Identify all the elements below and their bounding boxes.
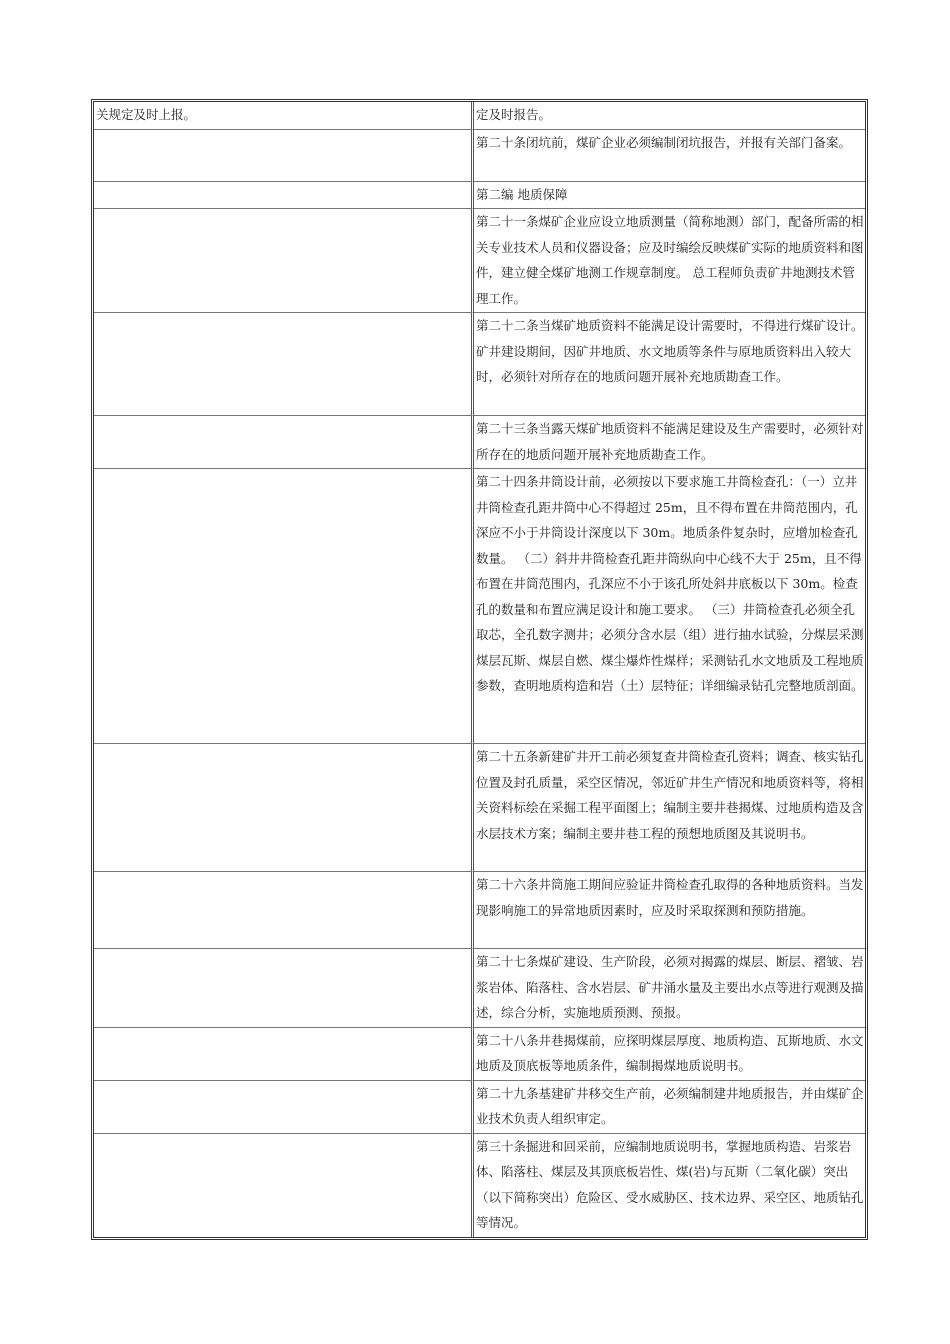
left-cell (94, 416, 474, 469)
right-cell-text: 定及时报告。 (476, 107, 552, 122)
right-cell (474, 1028, 865, 1081)
right-cell-text: 第三十条掘进和回采前，应编制地质说明书，掌握地质构造、岩浆岩体、陷落柱、煤层及其顶底板岩性、煤(岩)与瓦斯（二氧化碳）突出（以下简称突出）危险区、受水威胁区、技术边界、采空区、地质钻孔等情况。 (476, 1138, 864, 1230)
left-cell (94, 744, 474, 872)
right-cell-text: 第二十九条基建矿井移交生产前，必须编制建井地质报告，并由煤矿企业技术负责人组织审定。 (476, 1085, 864, 1126)
regulation-table (91, 99, 868, 1240)
table-row (94, 182, 865, 210)
right-cell-text: 第二十三条当露天煤矿地质资料不能满足建设及生产需要时，必须针对所存在的地质问题开展补充地质勘查工作。 (476, 421, 864, 462)
right-cell-text: 第二十六条井筒施工期间应验证井筒检查孔取得的各种地质资料。当发现影响施工的异常地质因素时，应及时采取探测和预防措施。 (476, 877, 864, 918)
right-cell (474, 313, 865, 416)
table-row (94, 416, 865, 469)
right-cell (474, 1134, 865, 1237)
table-row (94, 313, 865, 416)
table-row (94, 130, 865, 182)
right-cell-text: 第二十七条煤矿建设、生产阶段，必须对揭露的煤层、断层、褶皱、岩浆岩体、陷落柱、含水岩层、矿井涌水量及主要出水点等进行观测及描述，综合分析，实施地质预测、预报。 (476, 954, 864, 1020)
right-cell (474, 744, 865, 872)
right-cell-text: 第二十八条井巷揭煤前，应探明煤层厚度、地质构造、瓦斯地质、水文地质及顶底板等地质条件，编制揭煤地质说明书。 (476, 1032, 864, 1073)
right-cell (474, 416, 865, 469)
section-heading: 第二编 地质保障 (476, 186, 568, 202)
right-cell (474, 209, 865, 313)
right-cell (474, 1081, 865, 1134)
left-cell (94, 313, 474, 416)
right-cell-text: 第二十条闭坑前，煤矿企业必须编制闭坑报告，并报有关部门备案。 (476, 134, 852, 150)
table-row (94, 469, 865, 744)
right-cell-text: 第二十四条井筒设计前，必须按以下要求施工井筒检查孔：（一）立井井筒检查孔距井筒中心不得超过 25m，且不得布置在井筒范围内，孔深应不小于井筒设计深度以下 30m。地质条件复杂时，应增加检查孔数量。 （二）斜井井筒检查孔距井筒纵向中心线不大于 25m，且不得布置在井筒范围内，孔深应不小于该孔所处斜井底板以下 30m。检查孔的数量和布置应满足设计和施工要求。 （三）井筒检查孔必须全孔取芯，全孔数字测井；必须分含水层（组）进行抽水试验，分煤层采测煤层瓦斯、煤层自燃、煤尘爆炸性煤样；采测钻孔水文地质及工程地质参数，查明地质构造和岩（土）层特征；详细编录钻孔完整地质剖面。 (476, 474, 864, 693)
left-cell (94, 1134, 474, 1237)
table-row (94, 949, 865, 1028)
right-cell (474, 949, 865, 1028)
right-cell (474, 102, 865, 130)
right-cell (474, 182, 865, 210)
table-row (94, 209, 865, 313)
left-cell (94, 1081, 474, 1134)
left-cell-text: 关规定及时上报。 (96, 107, 197, 122)
left-cell (94, 872, 474, 949)
right-cell (474, 130, 865, 182)
left-cell (94, 130, 474, 182)
right-cell-text: 第二十一条煤矿企业应设立地质测量（简称地测）部门，配备所需的相关专业技术人员和仪器设备；应及时编绘反映煤矿实际的地质资料和图件，建立健全煤矿地测工作规章制度。 总工程师负责矿井地测技术管理工作。 (476, 214, 864, 306)
table-row (94, 102, 865, 130)
left-cell (94, 1028, 474, 1081)
table-row (94, 744, 865, 872)
table-row (94, 1134, 865, 1237)
left-cell (94, 469, 474, 744)
right-cell (474, 469, 865, 744)
table-row (94, 1081, 865, 1134)
left-cell (94, 949, 474, 1028)
right-cell (474, 872, 865, 949)
table-row (94, 1028, 865, 1081)
right-cell-text: 第二十二条当煤矿地质资料不能满足设计需要时，不得进行煤矿设计。矿井建设期间，因矿井地质、水文地质等条件与原地质资料出入较大时，必须针对所存在的地质问题开展补充地质勘查工作。 (476, 318, 864, 384)
table-row (94, 872, 865, 949)
left-cell (94, 182, 474, 210)
right-cell-text: 第二十五条新建矿井开工前必须复查井筒检查孔资料；调查、核实钻孔位置及封孔质量，采空区情况，邻近矿井生产情况和地质资料等，将相关资料标绘在采掘工程平面图上；编制主要井巷揭煤、过地质构造及含水层技术方案；编制主要井巷工程的预想地质图及其说明书。 (476, 749, 864, 841)
left-cell (94, 102, 474, 130)
left-cell (94, 209, 474, 313)
